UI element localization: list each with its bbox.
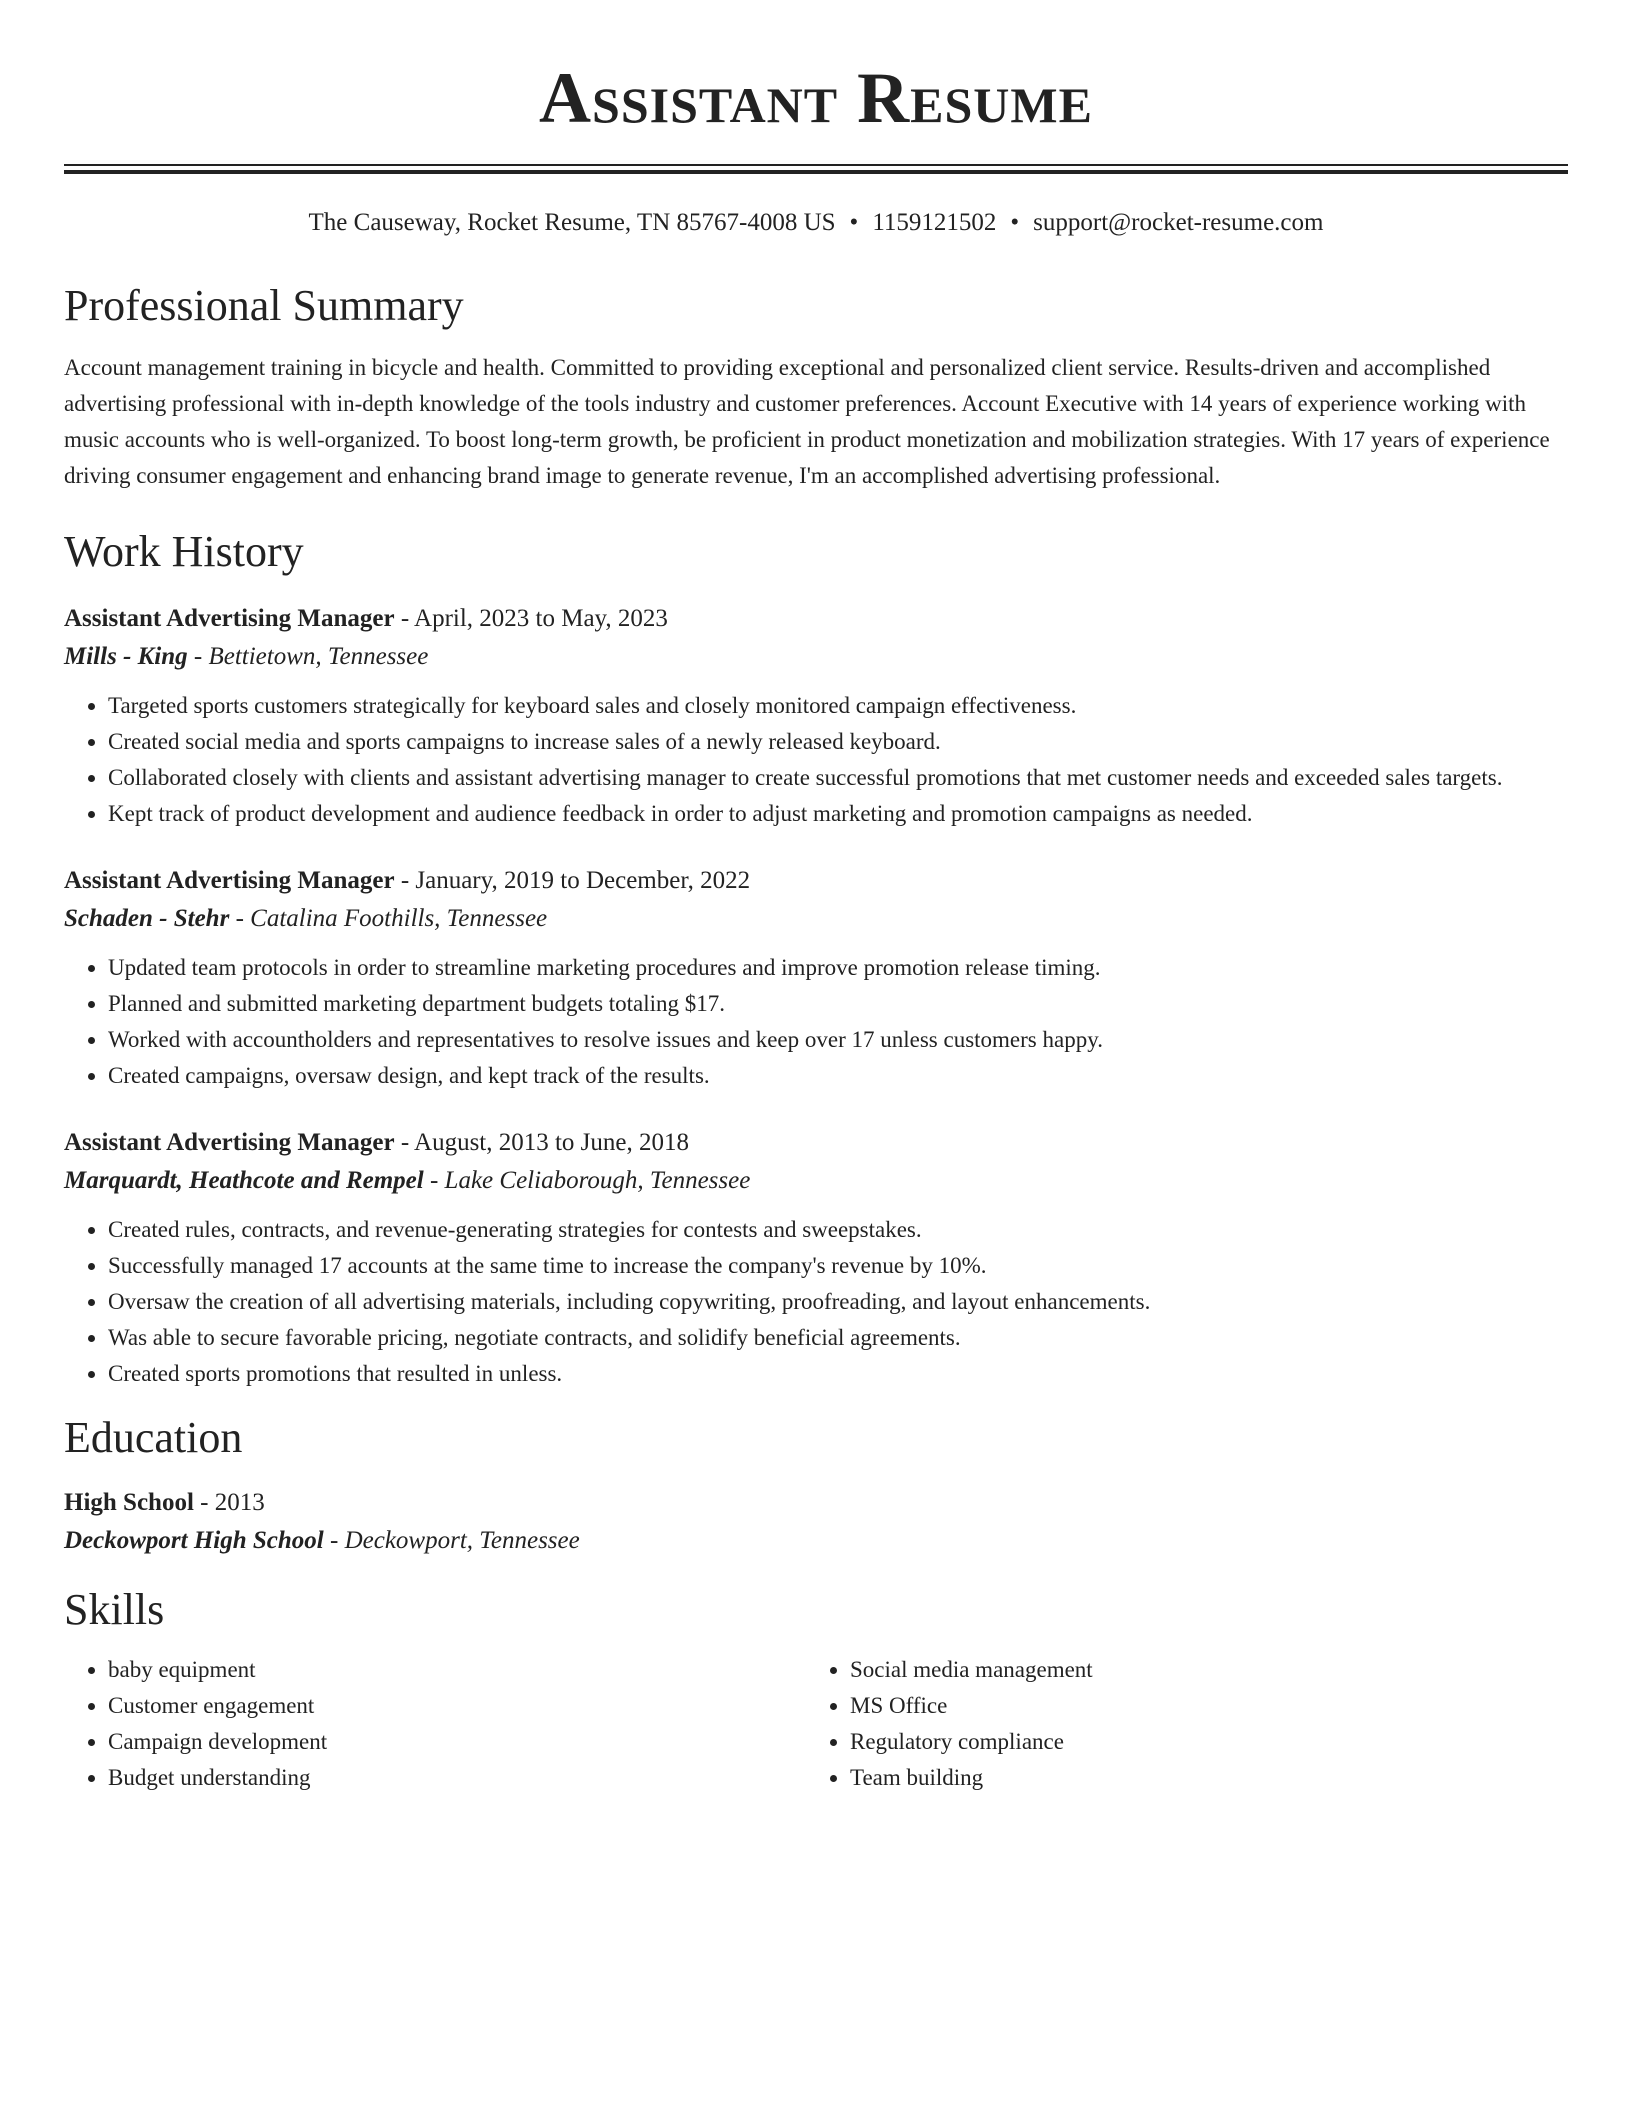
company-location: - Bettietown, Tennessee	[187, 643, 429, 670]
job-title: Assistant Advertising Manager	[64, 867, 395, 894]
company-location: - Lake Celiaborough, Tennessee	[423, 1167, 751, 1194]
education-entry	[64, 1484, 1568, 1560]
contact-line	[64, 208, 1568, 238]
skills-list	[806, 1652, 1548, 1796]
school-location: - Deckowport, Tennessee	[323, 1527, 580, 1554]
degree-year: - 2013	[193, 1489, 265, 1516]
education-heading: Education	[64, 1413, 243, 1462]
company-name: Schaden - Stehr	[64, 905, 230, 932]
skill-item: • Campaign development	[108, 1724, 806, 1760]
company-name: Mills - King	[64, 643, 188, 670]
company-line	[64, 900, 1568, 938]
degree-name: High School	[64, 1489, 194, 1516]
skills-heading: Skills	[64, 1585, 165, 1634]
job-bullet: • Created campaigns, oversaw design, and kept track of the results.	[108, 1058, 1568, 1094]
job-bullet: • Worked with accountholders and representatives to resolve issues and keep over 17 unless customers happy.	[108, 1022, 1568, 1058]
summary-heading: Professional Summary	[64, 281, 464, 330]
job-bullet: • Targeted sports customers strategically for keyboard sales and closely monitored campaign effectiveness.	[108, 688, 1568, 724]
contact-email: support@rocket-resume.com	[1033, 209, 1324, 236]
job-title: Assistant Advertising Manager	[64, 1129, 395, 1156]
skill-item: • Social media management	[850, 1652, 1548, 1688]
title-divider	[64, 164, 1568, 174]
job-bullet: • Created social media and sports campaigns to increase sales of a newly released keyboard.	[108, 724, 1568, 760]
work-history-heading: Work History	[64, 527, 304, 576]
job-bullet: • Oversaw the creation of all advertising materials, including copywriting, proofreading, and layout enhancements.	[108, 1284, 1568, 1320]
job-dates: - January, 2019 to December, 2022	[394, 867, 751, 894]
school-name: Deckowport High School	[64, 1527, 324, 1554]
job-bullet: • Was able to secure favorable pricing, negotiate contracts, and solidify beneficial agreements.	[108, 1320, 1568, 1356]
job-title: Assistant Advertising Manager	[64, 605, 395, 632]
job-bullet: • Created sports promotions that resulted in unless.	[108, 1356, 1568, 1392]
job-title-line	[64, 1124, 1568, 1162]
skill-item: • MS Office	[850, 1688, 1548, 1724]
job-bullet-list	[64, 950, 1568, 1094]
job-title-line	[64, 600, 1568, 638]
job-bullet: • Updated team protocols in order to streamline marketing procedures and improve promotion release timing.	[108, 950, 1568, 986]
job-bullet-list	[64, 688, 1568, 832]
contact-separator: •	[849, 209, 859, 236]
job-dates: - August, 2013 to June, 2018	[394, 1129, 690, 1156]
contact-separator: •	[1010, 209, 1020, 236]
job-bullet: • Planned and submitted marketing department budgets totaling $17.	[108, 986, 1568, 1022]
job-entry	[64, 600, 1568, 832]
skill-item: • baby equipment	[108, 1652, 806, 1688]
job-bullet: • Kept track of product development and audience feedback in order to adjust marketing and promotion campaigns as needed.	[108, 796, 1568, 832]
skills-list	[64, 1652, 806, 1796]
job-title-line	[64, 862, 1568, 900]
job-entry	[64, 1124, 1568, 1392]
company-location: - Catalina Foothills, Tennessee	[229, 905, 548, 932]
contact-phone: 1159121502	[872, 209, 997, 236]
skill-item: • Customer engagement	[108, 1688, 806, 1724]
resume-title: Assistant Resume	[539, 58, 1093, 138]
job-dates: - April, 2023 to May, 2023	[394, 605, 668, 632]
skill-item: • Team building	[850, 1760, 1548, 1796]
job-entry	[64, 862, 1568, 1094]
company-line	[64, 638, 1568, 676]
skills-column-left	[64, 1652, 806, 1796]
job-bullet: • Collaborated closely with clients and assistant advertising manager to create successful promotions that met customer needs and exceeded sales targets.	[108, 760, 1568, 796]
skills-grid	[64, 1652, 1568, 1796]
company-name: Marquardt, Heathcote and Rempel	[64, 1167, 424, 1194]
company-line	[64, 1162, 1568, 1200]
skills-column-right	[806, 1652, 1548, 1796]
contact-address: The Causeway, Rocket Resume, TN 85767-4008 US	[308, 209, 836, 236]
degree-line	[64, 1484, 1568, 1522]
skill-item: • Budget understanding	[108, 1760, 806, 1796]
job-bullet-list	[64, 1212, 1568, 1392]
school-line	[64, 1522, 1568, 1560]
summary-text: Account management training in bicycle and health. Committed to providing exceptional and personalized client service. Results-driven and accomplished advertising professional with in-depth knowledge of the tools industry and customer preferences. Account Executive with 14 years of experience working with music accounts who is well-organized. To boost long-term growth, be proficient in product monetization and mobilization strategies. With 17 years of experience driving consumer engagement and enhancing brand image to generate revenue, I'm an accomplished advertising professional.	[64, 355, 1550, 488]
job-bullet: • Created rules, contracts, and revenue-generating strategies for contests and sweepstakes.	[108, 1212, 1568, 1248]
job-bullet: • Successfully managed 17 accounts at the same time to increase the company's revenue by 10%.	[108, 1248, 1568, 1284]
skill-item: • Regulatory compliance	[850, 1724, 1548, 1760]
